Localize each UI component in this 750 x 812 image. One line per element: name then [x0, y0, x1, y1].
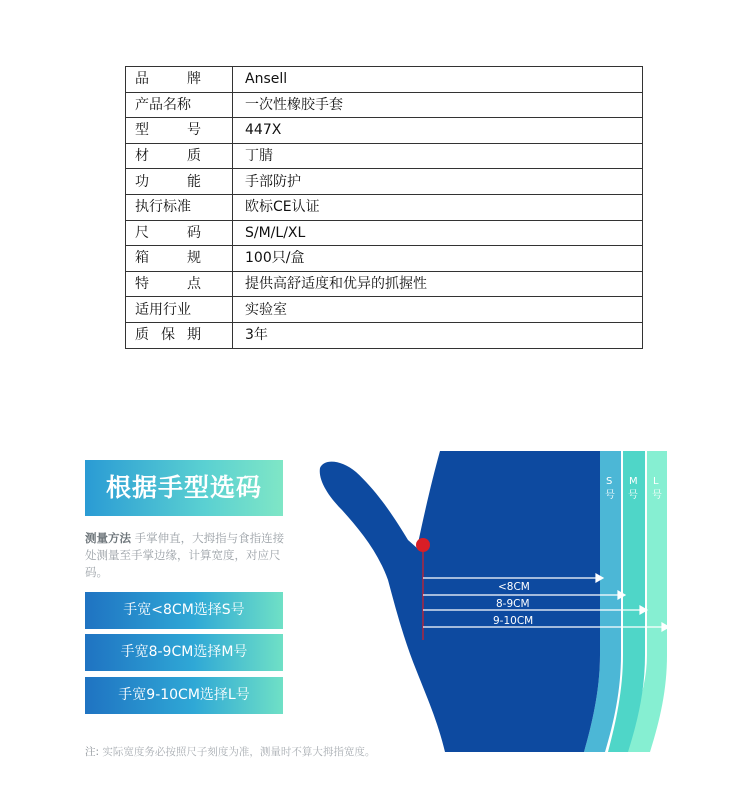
spec-key-part: 码 [187, 224, 201, 241]
spec-key-part: 箱 [135, 250, 149, 267]
spec-row [126, 246, 643, 272]
spec-row [126, 297, 643, 323]
band-label-s-letter: S [606, 476, 613, 487]
spec-key [126, 143, 233, 169]
note-text: 实际宽度务必按照尺子刻度为准，测量时不算大拇指宽度。 [102, 746, 376, 758]
spec-value: 一次性橡胶手套 [233, 92, 643, 118]
spec-key-part: 号 [187, 122, 201, 139]
spec-value: 实验室 [233, 297, 643, 323]
spec-key-part: 型 [135, 122, 149, 139]
spec-row [126, 169, 643, 195]
spec-key-part: 质 [135, 327, 149, 344]
size-guide-title: 根据手型选码 [85, 460, 283, 516]
spec-key [126, 118, 233, 144]
spec-key [126, 220, 233, 246]
spec-key [126, 194, 233, 220]
spec-key-part: 尺 [135, 224, 149, 241]
spec-key-part: 期 [187, 327, 201, 344]
spec-key-part: 品 [135, 71, 149, 88]
measure-label-s: <8CM [498, 581, 530, 593]
measurement-method [85, 530, 290, 581]
measure-start-marker [416, 538, 430, 552]
spec-value: 欧标CE认证 [233, 194, 643, 220]
band-label-l-letter: L [653, 476, 659, 487]
spec-key-part: 功 [135, 173, 149, 190]
method-text: 手掌伸直，大拇指与食指连接处测量至手掌边缘，计算宽度，对应尺码。 [85, 531, 285, 579]
spec-row [126, 271, 643, 297]
size-option-l: 手宽9-10CM选择L号 [85, 677, 283, 714]
spec-row [126, 322, 643, 348]
spec-row [126, 194, 643, 220]
spec-table [125, 66, 643, 349]
method-label: 测量方法 [85, 531, 131, 545]
size-option-s: 手宽<8CM选择S号 [85, 592, 283, 629]
band-label-l-suffix: 号 [652, 490, 662, 501]
spec-row [126, 67, 643, 93]
spec-key-part: 牌 [187, 71, 201, 88]
spec-key [126, 246, 233, 272]
measure-label-l: 9-10CM [493, 615, 534, 627]
spec-row [126, 220, 643, 246]
spec-value: 提供高舒适度和优异的抓握性 [233, 271, 643, 297]
spec-key-part: 产品名称 [135, 96, 191, 113]
spec-row [126, 143, 643, 169]
size-option-m: 手宽8-9CM选择M号 [85, 634, 283, 671]
band-label-m-suffix: 号 [628, 490, 638, 501]
spec-key [126, 297, 233, 323]
band-label-m-letter: M [629, 476, 638, 487]
spec-value: 100只/盒 [233, 246, 643, 272]
spec-key-part: 执行标准 [135, 199, 191, 216]
spec-key [126, 322, 233, 348]
spec-key-part: 适用行业 [135, 301, 191, 318]
spec-row [126, 92, 643, 118]
spec-key-part: 保 [161, 327, 175, 344]
spec-value: 447X [233, 118, 643, 144]
band-label-s-suffix: 号 [605, 490, 615, 501]
spec-value: S/M/L/XL [233, 220, 643, 246]
spec-value: 丁腈 [233, 143, 643, 169]
spec-key-part: 能 [187, 173, 201, 190]
spec-key [126, 169, 233, 195]
spec-key-part: 材 [135, 148, 149, 165]
spec-key [126, 92, 233, 118]
spec-key-part: 特 [135, 276, 149, 293]
spec-key-part: 质 [187, 148, 201, 165]
hand-size-graphic [300, 440, 680, 760]
spec-value: Ansell [233, 67, 643, 93]
spec-key [126, 271, 233, 297]
spec-value: 手部防护 [233, 169, 643, 195]
spec-key [126, 67, 233, 93]
measure-label-m: 8-9CM [496, 598, 530, 610]
spec-value: 3年 [233, 322, 643, 348]
note-label: 注: [85, 746, 100, 758]
spec-key-part: 点 [187, 276, 201, 293]
spec-key-part: 规 [187, 250, 201, 267]
spec-row [126, 118, 643, 144]
hand-shape [320, 451, 600, 752]
